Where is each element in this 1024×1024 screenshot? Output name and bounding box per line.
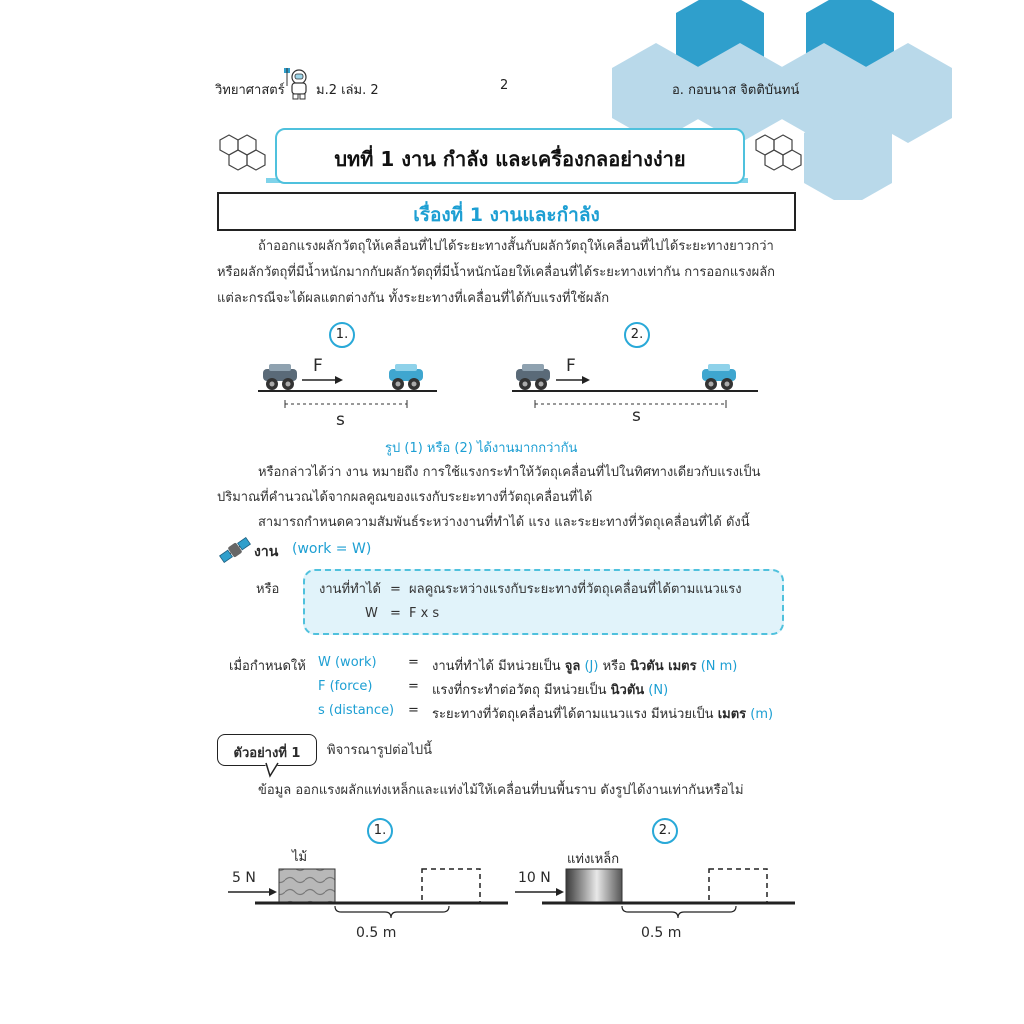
formula-row2-lhs: W bbox=[365, 606, 378, 621]
body-line-1: หรือกล่าวได้ว่า งาน หมายถึง การใช้แรงกระทำให้วัตถุเคลื่อนที่ไปในทิศทางเดียวกับแรงเป็น bbox=[258, 465, 761, 480]
block-diagram-iron bbox=[512, 862, 797, 922]
def-symbol-force: F (force) bbox=[318, 679, 373, 694]
formula-row2-rhs: F x s bbox=[409, 606, 440, 621]
def-unit-alt: นิวตัน เมตร bbox=[630, 659, 697, 674]
def-text: ระยะทางที่วัตถุเคลื่อนที่ได้ตามแนวแรง มีหน่วยเป็น bbox=[432, 707, 718, 722]
intro-line-3: แต่ละกรณีจะได้ผลแตกต่างกัน ทั้งระยะทางที่เคลื่อนที่ได้กับแรงที่ใช้ผลัก bbox=[217, 291, 610, 306]
astronaut-icon bbox=[282, 66, 312, 100]
def-eq-work: = bbox=[408, 655, 419, 670]
def-unit-symbol: (m) bbox=[746, 707, 774, 722]
def-symbol-work: W (work) bbox=[318, 655, 377, 670]
topic-title: เรื่องที่ 1 งานและกำลัง bbox=[413, 204, 600, 226]
work-formula-title: (work = W) bbox=[292, 541, 372, 557]
iron-label: แท่งเหล็ก bbox=[567, 852, 620, 867]
header-subject: วิทยาศาสตร์ bbox=[215, 83, 285, 98]
def-unit-alt-symbol: (N m) bbox=[696, 659, 738, 674]
example-question: ข้อมูล ออกแรงผลักแท่งเหล็กและแท่งไม้ให้เคลื่อนที่บนพื้นราบ ดังรูปได้งานเท่ากันหรือไม่ bbox=[258, 783, 744, 798]
def-text: งานที่ทำได้ มีหน่วยเป็น bbox=[432, 659, 565, 674]
wood-label: ไม้ bbox=[292, 850, 308, 865]
formula-row1-eq: = bbox=[390, 582, 401, 597]
figure2-label-2: 2. bbox=[652, 818, 678, 844]
block-diagram-wood bbox=[225, 862, 510, 922]
car-icon-end bbox=[702, 364, 736, 390]
def-connector: หรือ bbox=[598, 659, 631, 674]
figure1-label-2: 2. bbox=[624, 322, 650, 348]
force-label-2: F bbox=[566, 356, 576, 376]
example-tag-label: ตัวอย่างที่ 1 bbox=[233, 746, 301, 761]
speech-tail-icon bbox=[262, 762, 284, 778]
def-text: แรงที่กระทำต่อวัตถุ มีหน่วยเป็น bbox=[432, 683, 611, 698]
definitions-intro: เมื่อกำหนดให้ bbox=[229, 659, 306, 674]
satellite-icon bbox=[217, 533, 253, 567]
topic-banner bbox=[217, 192, 796, 231]
car-icon-end bbox=[389, 364, 423, 390]
figure1-caption: รูป (1) หรือ (2) ได้งานมากกว่ากัน bbox=[385, 441, 578, 456]
header-grade: ม.2 เล่ม. 2 bbox=[316, 83, 379, 98]
body-line-3: สามารถกำหนดความสัมพันธ์ระหว่างงานที่ทำได้ แรง และระยะทางที่วัตถุเคลื่อนที่ได้ ดังนี้ bbox=[258, 515, 750, 530]
car-icon-start bbox=[516, 364, 550, 390]
distance-label-wood: 0.5 m bbox=[356, 925, 397, 941]
def-desc-work bbox=[432, 655, 737, 676]
formula-row1-rhs: ผลคูณระหว่างแรงกับระยะทางที่วัตถุเคลื่อนที่ได้ตามแนวแรง bbox=[409, 582, 742, 597]
force-label-10n: 10 N bbox=[518, 870, 551, 886]
def-eq-distance: = bbox=[408, 703, 419, 718]
intro-line-2: หรือผลักวัตถุที่มีน้ำหนักมากกับผลักวัตถุที่มีน้ำหนักน้อยให้เคลื่อนที่ได้ระยะทางเท่ากัน การออกแรงผลัก bbox=[217, 265, 776, 280]
page-number: 2 bbox=[500, 78, 509, 93]
def-unit: เมตร bbox=[717, 707, 747, 722]
body-line-2: ปริมาณที่คำนวณได้จากผลคูณของแรงกับระยะทางที่วัตถุเคลื่อนที่ได้ bbox=[217, 490, 593, 505]
car-diagram-1 bbox=[255, 355, 445, 415]
hexagon-motif-right bbox=[752, 133, 804, 179]
chapter-title: บทที่ 1 งาน กำลัง และเครื่องกลอย่างง่าย bbox=[334, 147, 686, 171]
def-desc-force bbox=[432, 679, 668, 700]
distance-label-1: s bbox=[336, 410, 345, 430]
chapter-banner bbox=[275, 128, 745, 184]
def-eq-force: = bbox=[408, 679, 419, 694]
def-unit-symbol: (N) bbox=[644, 683, 669, 698]
def-unit: นิวตัน bbox=[610, 683, 645, 698]
work-label: งาน bbox=[254, 544, 279, 560]
car-icon-start bbox=[263, 364, 297, 390]
def-unit: จูล bbox=[564, 659, 581, 674]
distance-label-iron: 0.5 m bbox=[641, 925, 682, 941]
formula-row2-eq: = bbox=[390, 606, 401, 621]
def-desc-distance bbox=[432, 703, 773, 724]
figure1-label-1: 1. bbox=[329, 322, 355, 348]
def-unit-symbol: (J) bbox=[580, 659, 599, 674]
formula-box bbox=[303, 569, 784, 635]
header-author: อ. กอบนาส จิตติบันทน์ bbox=[672, 83, 800, 98]
force-label-1: F bbox=[313, 356, 323, 376]
intro-line-1: ถ้าออกแรงผลักวัตถุให้เคลื่อนที่ไปได้ระยะทางสั้นกับผลักวัตถุให้เคลื่อนที่ไปได้ระยะทางยาวกว่า bbox=[258, 239, 774, 254]
or-label: หรือ bbox=[256, 582, 280, 597]
distance-label-2: s bbox=[632, 406, 641, 426]
def-symbol-distance: s (distance) bbox=[318, 703, 395, 718]
hexagon-motif-left bbox=[216, 133, 268, 179]
formula-row1-lhs: งานที่ทำได้ bbox=[319, 582, 381, 597]
example-instruction: พิจารณารูปต่อไปนี้ bbox=[327, 743, 432, 758]
force-label-5n: 5 N bbox=[232, 870, 256, 886]
figure2-label-1: 1. bbox=[367, 818, 393, 844]
